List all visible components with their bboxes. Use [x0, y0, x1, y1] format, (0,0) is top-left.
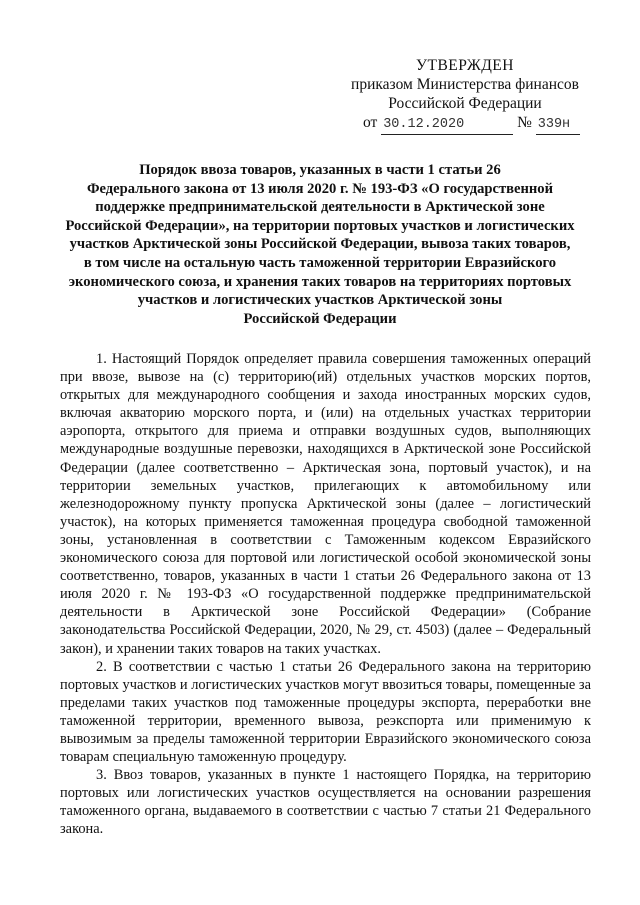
order-from-label: от [363, 114, 378, 131]
order-number: 339н [536, 115, 580, 135]
approval-ministry-line: приказом Министерства финансов [351, 76, 579, 93]
paragraph-3: 3. Ввоз товаров, указанных в пункте 1 настоящего Порядка, на территорию портовых или логистических участков осуществляется на основании разрешения таможенного органа, выдаваемого в соответствии с частью 7 статьи 21 Федерального закона. [60, 767, 591, 838]
paragraph-1: 1. Настоящий Порядок определяет правила совершения таможенных операций при ввозе, вывозе на (с) территорию(ий) отдельных участков морских портов, открытых для международного сообщения и захода иностранных морских судов, включая акваторию морского порта, и (или) на отдельных участках территории аэропорта, открытого для приема и отправки воздушных судов, выполняющих международные воздушные перевозки, находящихся в Арктической зоне Российской Федерации (далее соответственно – Арктическая зона, портовый участок), и на территории земельных участков, прилегающих к автомобильному или железнодорожному пункту пропуска Арктической зоны (далее – логистический участок), на которых применяется таможенная процедура свободной таможенной зоны, установленная в соответствии с Таможенным кодексом Евразийского экономического союза для портовой или логистической особой экономической зоны соответственно, товаров, указанных в части 1 статьи 26 Федерального закона от 13 июля 2020 г. № 193-ФЗ «О государственной поддержке предпринимательской деятельности в Арктической зоне Российской Федерации» (Собрание законодательства Российской Федерации, 2020, № 29, ст. 4503) (далее – Федеральный закон), и хранении таких товаров на таких участках. [60, 351, 591, 657]
document-body [60, 350, 591, 839]
order-number-label: № [517, 114, 532, 131]
title-line: Российской Федерации», на территории портовых участков и логистических [65, 217, 575, 234]
approval-stamp [340, 56, 590, 113]
approval-country-line: Российской Федерации [388, 95, 542, 112]
order-date: 30.12.2020 [381, 115, 513, 135]
approval-heading: УТВЕРЖДЕН [416, 57, 514, 74]
title-line: участков Арктической зоны Российской Федерации, вывоза таких товаров, [69, 236, 571, 253]
order-reference [363, 113, 580, 135]
title-line: участков и логистических участков Арктической зоны [137, 292, 503, 309]
title-line: экономического союза, и хранения таких товаров на территориях портовых [68, 273, 572, 290]
title-line: Российской Федерации [243, 310, 397, 327]
title-line: поддержке предпринимательской деятельности в Арктической зоне [95, 199, 545, 216]
title-line: Федерального закона от 13 июля 2020 г. № 193-ФЗ «О государственной [86, 180, 554, 197]
title-line: Порядок ввоза товаров, указанных в части 1 статьи 26 [139, 162, 501, 178]
paragraph-2: 2. В соответствии с частью 1 статьи 26 Федерального закона на территорию портовых участков и логистических участков могут ввозиться товары, помещенные за пределами таких участков под таможенные процедуры экспорта, переработки вне таможенной территории, временного вывоза, реэкспорта или применимую к вывозимым за пределы таможенной территории Евразийского экономического союза товарам специальную таможенную процедуру. [60, 658, 591, 766]
title-line: в том числе на остальную часть таможенной территории Евразийского [83, 254, 557, 271]
document-title [52, 161, 588, 328]
